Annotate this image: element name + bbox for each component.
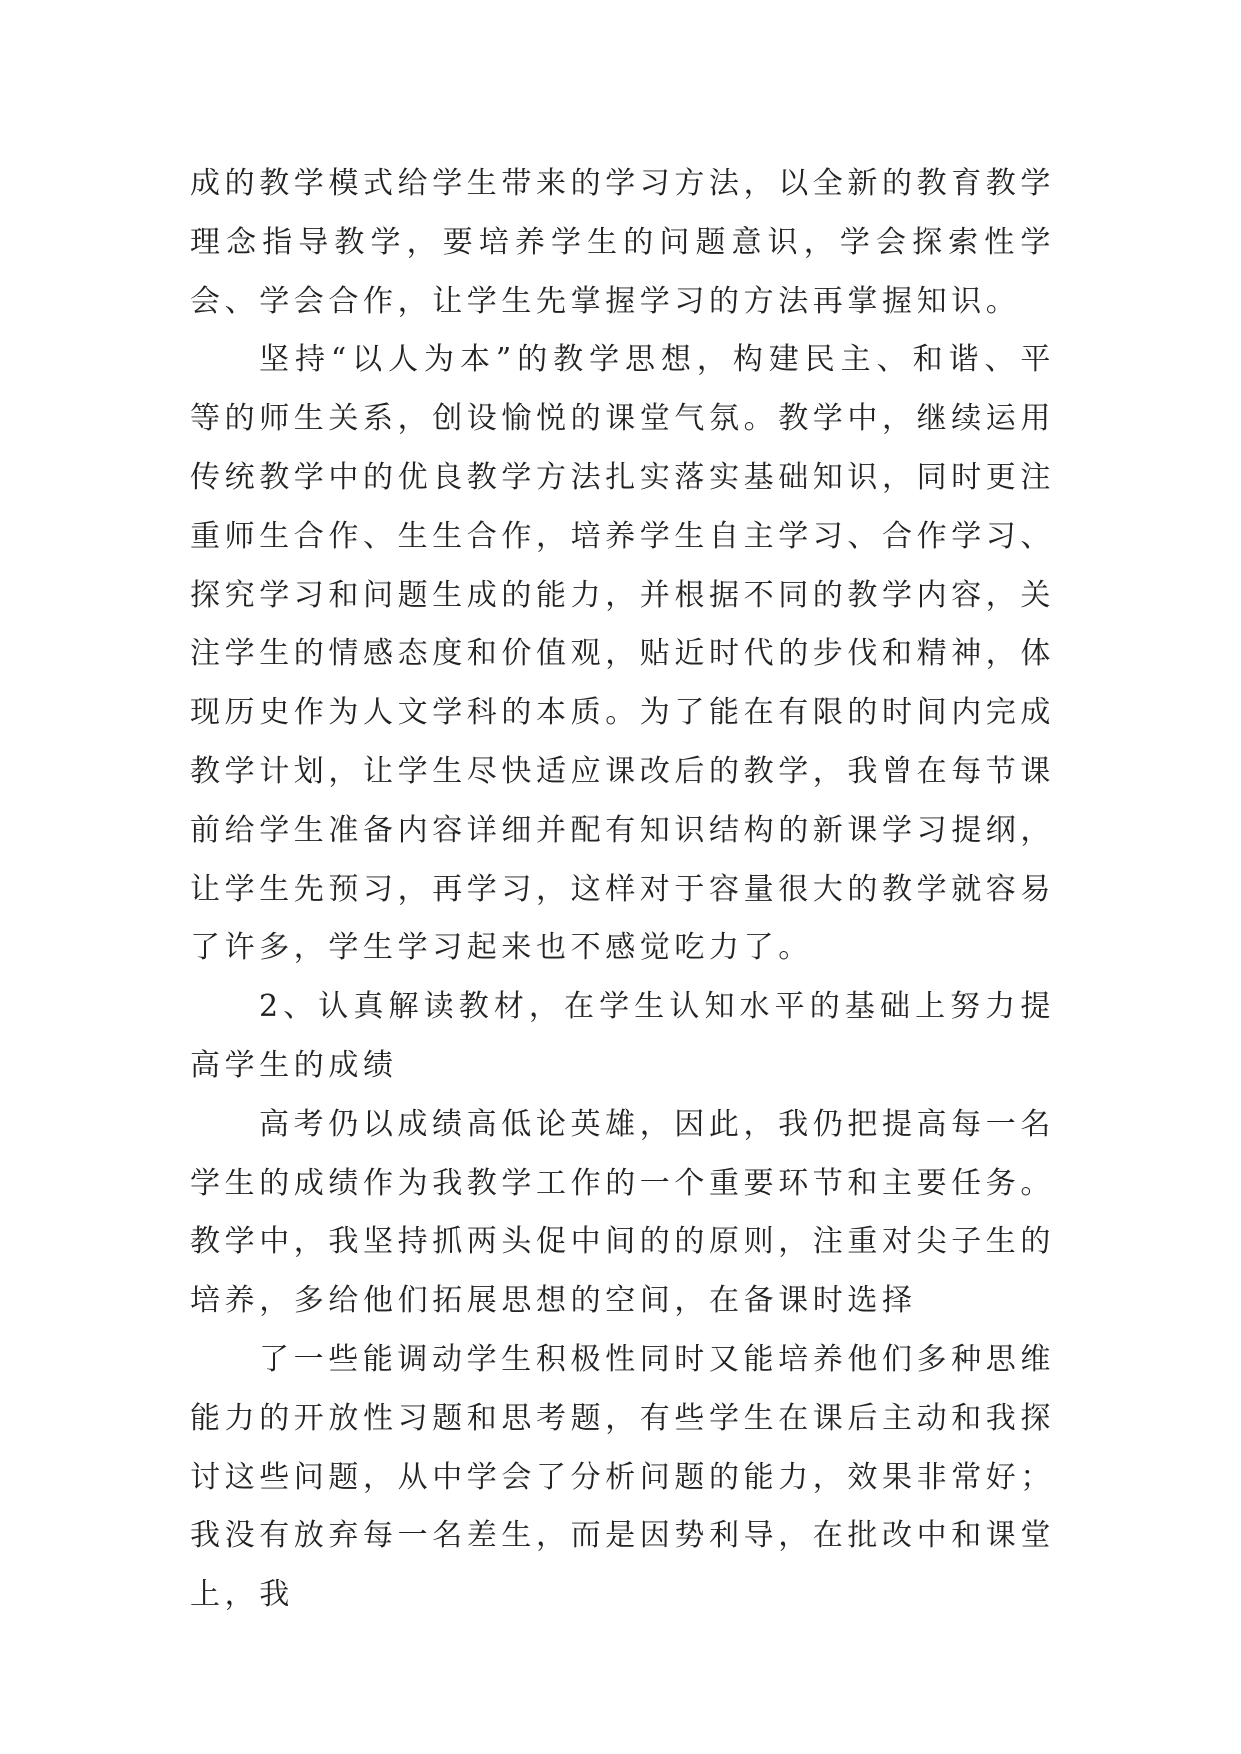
paragraph-1: 成的教学模式给学生带来的学习方法，以全新的教育教学理念指导教学，要培养学生的问题意识，学会探索性学会、学会合作，让学生先掌握学习的方法再掌握知识。 <box>190 166 1055 319</box>
document-body <box>190 155 1055 1625</box>
paragraph-2: 坚持“以人为本”的教学思想，构建民主、和谐、平等的师生关系，创设愉悦的课堂气氛。教学中，继续运用传统教学中的优良教学方法扎实落实基础知识，同时更注重师生合作、生生合作，培养学生自主学习、合作学习、探究学习和问题生成的能力，并根据不同的教学内容，关注学生的情感态度和价值观，贴近时代的步伐和精神，体现历史作为人文学科的本质。为了能在有限的时间内完成教学计划，让学生尽快适应课改后的教学，我曾在每节课前给学生准备内容详细并配有知识结构的新课学习提纲，让学生先预习，再学习，这样对于容量很大的教学就容易了许多，学生学习起来也不感觉吃力了。 <box>190 342 1055 966</box>
paragraph-4: 高考仍以成绩高低论英雄，因此，我仍把提高每一名学生的成绩作为我教学工作的一个重要环节和主要任务。教学中，我坚持抓两头促中间的的原则，注重对尖子生的培养，多给他们拓展思想的空间，在备课时选择 <box>190 1106 1055 1319</box>
paragraph-3-heading: 2、认真解读教材，在学生认知水平的基础上努力提高学生的成绩 <box>190 989 1055 1083</box>
paragraph-5: 了一些能调动学生积极性同时又能培养他们多种思维能力的开放性习题和思考题，有些学生在课后主动和我探讨这些问题，从中学会了分析问题的能力，效果非常好；我没有放弃每一名差生，而是因势利导，在批改中和课堂上，我 <box>190 1341 1055 1613</box>
